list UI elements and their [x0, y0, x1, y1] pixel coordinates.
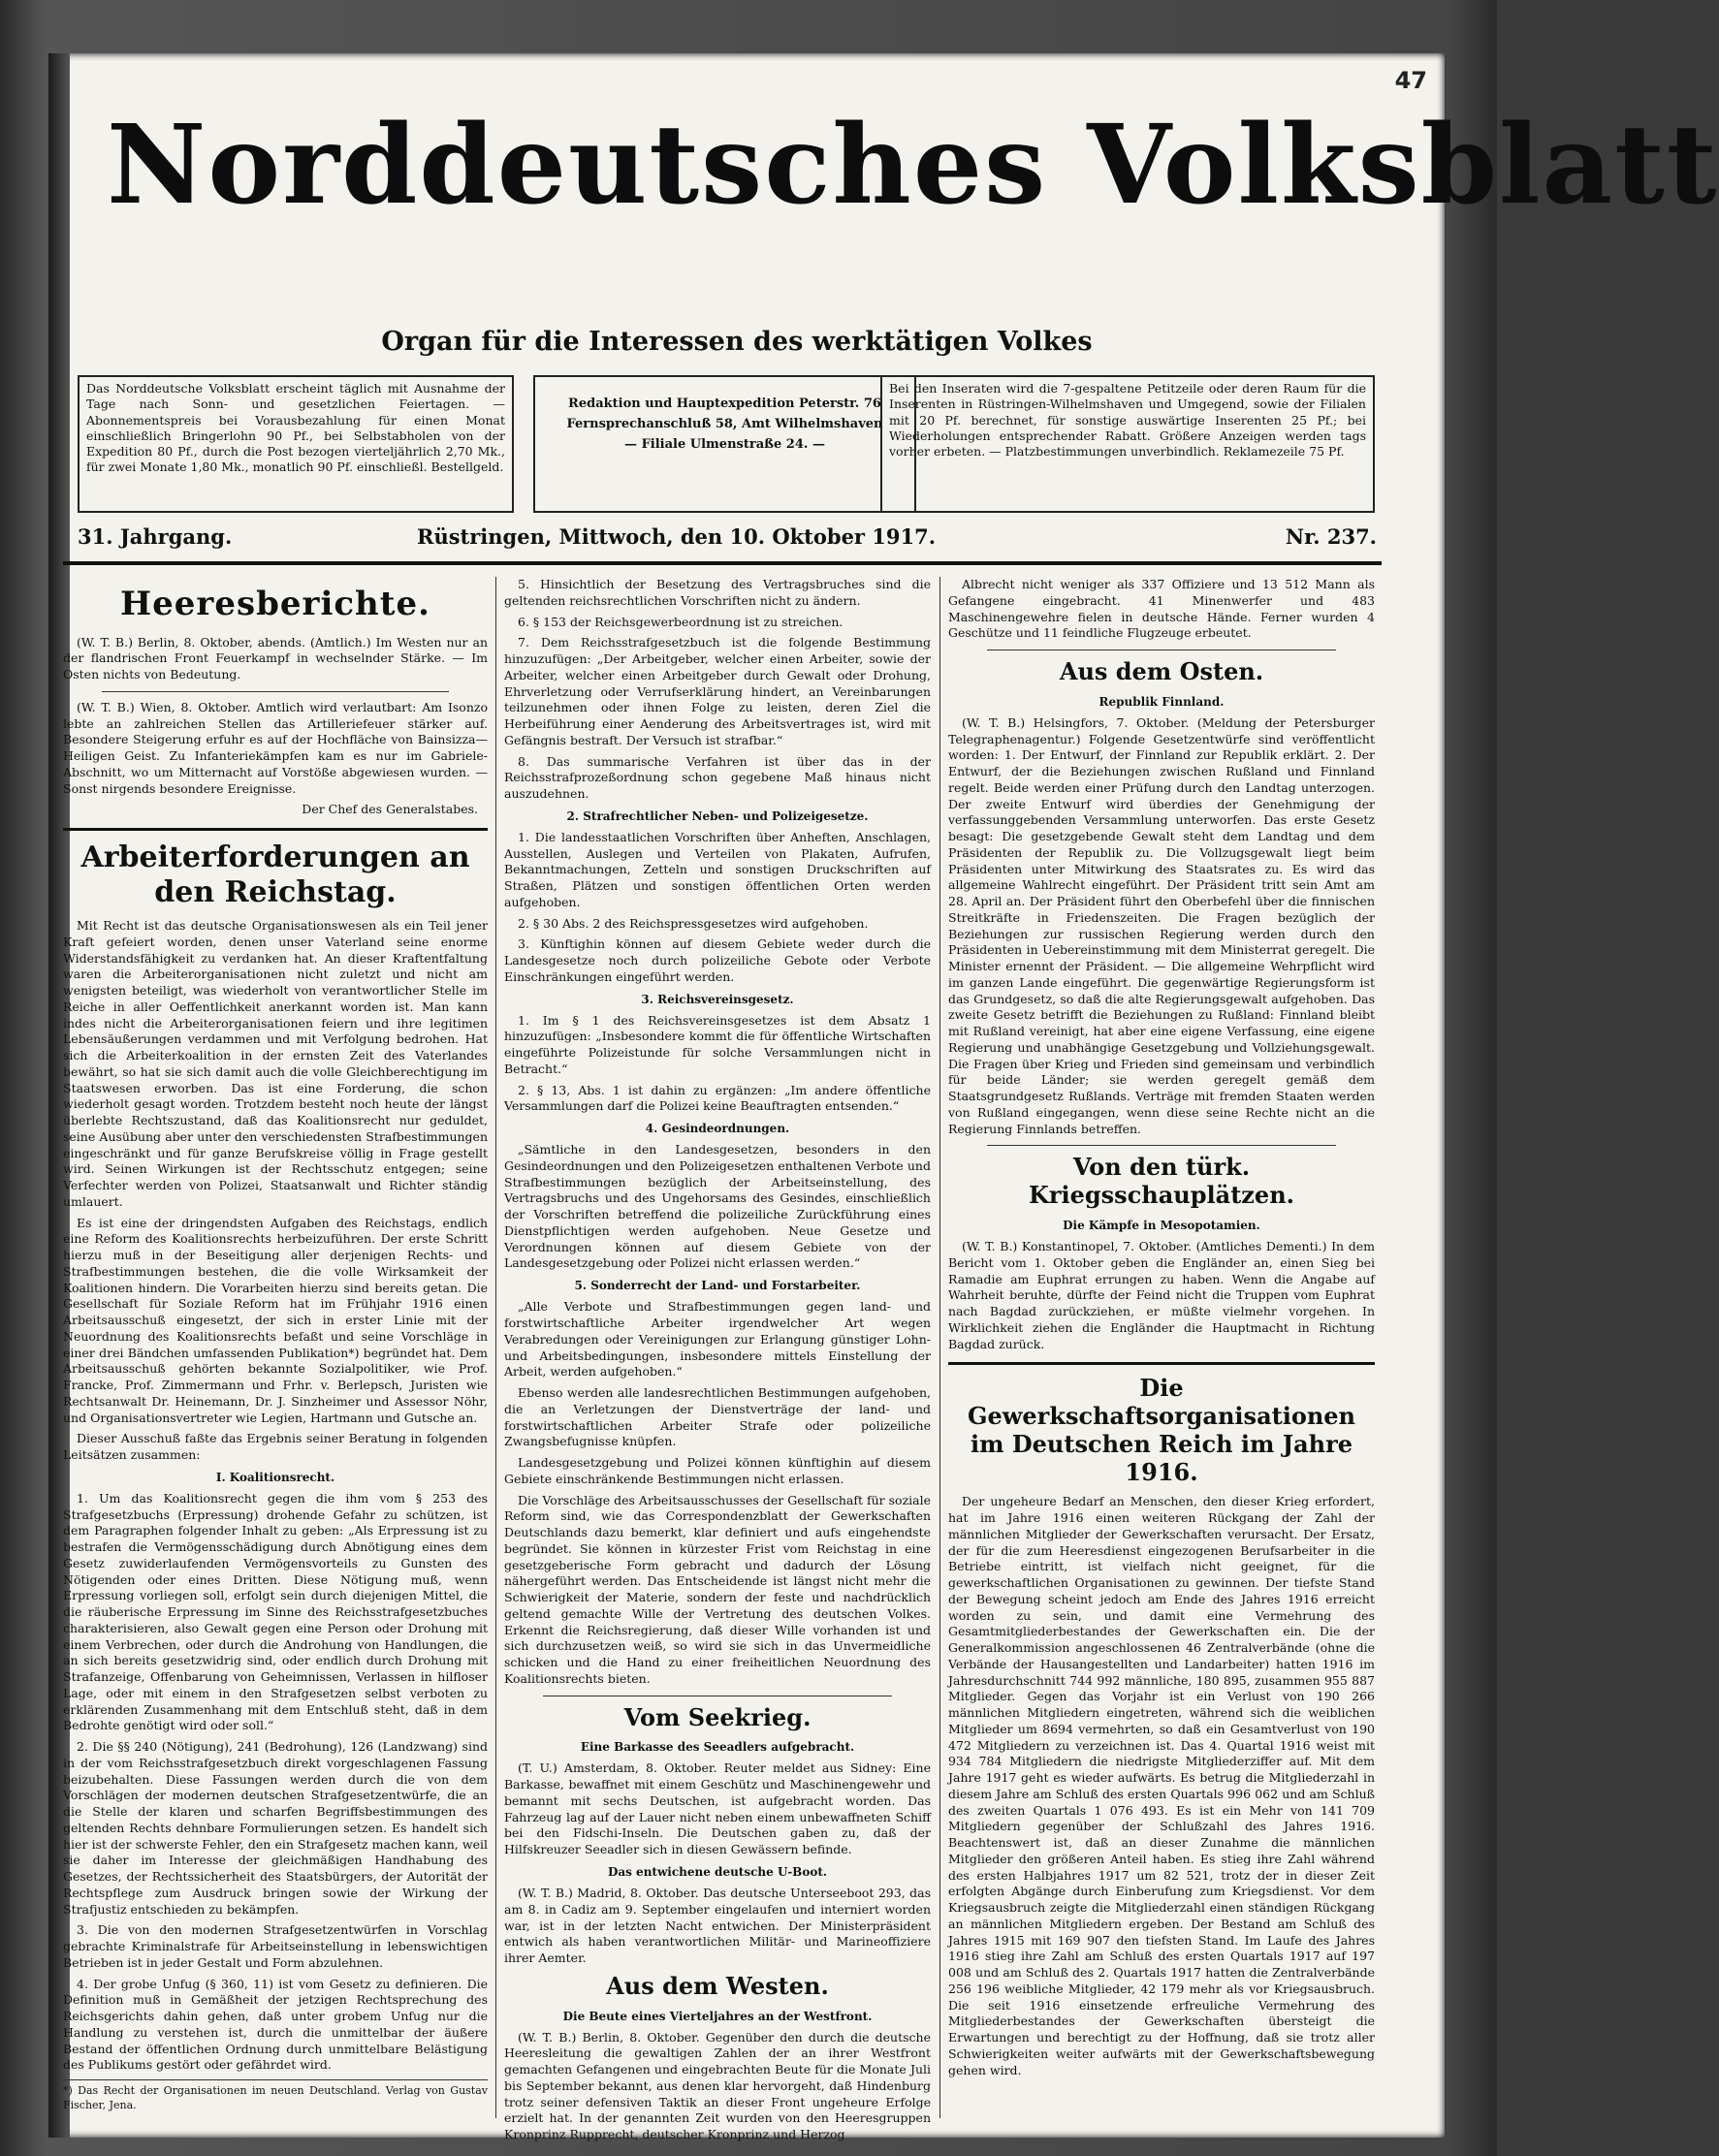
- paragraph: 2. Die §§ 240 (Nötigung), 241 (Bedrohung), 126 (Landzwang) sind in der vom Reichsstrafgesetzbuch direkt vorgeschlagenen Fassung beizubehalten. Diese Fassungen werden durch die von dem Vorschlägen der modernen deutschen Strafgesetzentwürfe, die an die Stelle der klaren und scharfen Begriffsbestimmungen des geltenden Rechts dehnbare Formulierungen setzen. Es handelt sich hier ist der schwerste Fehler, den ein Strafgesetz machen kann, weil sie daher im Interesse der gleichmäßigen Handhabung des Gesetzes, der Rechtssicherheit des Staatsbürgers, der Autorität der Rechtspflege zum Ausdruck bringen sowie der Wirkung der Strafjustiz entschieden zu bekämpfen.: [63, 1739, 488, 1917]
- heading-westen: Aus dem Westen.: [606, 1971, 829, 2000]
- paragraph: (W. T. B.) Berlin, 8. Oktober, abends. (Amtlich.) Im Westen nur an der flandrischen Front Feuerkampf in wechselnder Stärke. — Im Osten nichts von Bedeutung.: [63, 634, 488, 682]
- subheading: Die Kämpfe in Mesopotamien.: [1063, 1218, 1260, 1232]
- place-date: Rüstringen, Mittwoch, den 10. Oktober 1917.: [417, 524, 937, 549]
- paragraph: Mit Recht ist das deutsche Organisationswesen als ein Teil jener Kraft gefeiert worden, denen unser Vaterland seine enorme Widerstandsfähigkeit zu verdanken hat. An dieser Kraftentfaltung waren die Arbeiterorganisationen nicht zuletzt und nicht am wenigsten beteiligt, was wiederholt von verantwortlicher Stelle im Reiche in aller Oeffentlichkeit anerkannt worden ist. Man kann indes nicht die Arbeiterorganisationen feiern und ihre legitimen Lebensäußerungen verdammen und mit Verfolgung bedrohen. Hat sich die Arbeiterkoalition in der ernsten Zeit des Vaterlandes bewährt, so hat sie sich damit auch die volle Gleichberechtigung im Staatswesen erworben. Das ist eine Forderung, die schon wiederholt gesagt worden. Trotzdem besteht noch heute der längst überlebte Rechtszustand, daß das Koalitionsrecht nur geduldet, seine Ausübung aber unter den verschiedensten Strafbestimmungen eingeschränkt und für ganze Berufskreise völlig in Frage gestellt wird. Seinen Wirkungen ist der Rechtsschutz entgegen; seine Verfechter werden von Polizei, Staatsanwalt und Richter ständig umlauert.: [63, 918, 488, 1209]
- masthead-subtitle: Organ für die Interessen des werktätigen Volkes: [381, 327, 1093, 357]
- paragraph: 6. § 153 der Reichsgewerbeordnung ist zu streichen.: [518, 614, 844, 629]
- paragraph: Landesgesetzgebung und Polizei können künftighin auf diesem Gebiete einschränkende Bestimmungen nicht erlassen.: [504, 1455, 931, 1486]
- paragraph: (W. T. B.) Konstantinopel, 7. Oktober. (Amtliches Dementi.) In dem Bericht vom 1. Oktober geben die Engländer an, einen Sieg bei Ramadie am Euphrat errungen zu haben. Wenn die Angabe auf Wahrheit beruhte, dürfte der Feind nicht die Truppen vom Euphrat nach Bagdad zurückziehen, er müßte vielmehr vorgehen. In Wirklichkeit ziehen die Engländer die Hauptmacht in Richtung Bagdad zurück.: [948, 1239, 1375, 1351]
- column-separator: [939, 577, 940, 2118]
- footnote: *) Das Recht der Organisationen im neuen Deutschland. Verlag von Gustav Fischer, Jena.: [63, 2079, 488, 2112]
- paragraph: Dieser Ausschuß faßte das Ergebnis seiner Beratung in folgenden Leitsätzen zusammen:: [63, 1431, 488, 1463]
- issue-number: Nr. 237.: [1285, 524, 1377, 549]
- paragraph: Die Vorschläge des Arbeitsausschusses der Gesellschaft für soziale Reform sind, wie das Correspondenzblatt der Gewerkschaften Deutschlands dazu bemerkt, klar definiert und aufs eingehendste begründet. Sie können in kürzester Frist vom Reichstag in eine gesetzgeberische Form gebracht und dadurch der Lösung nähergeführt werden. Das Entscheidende ist längst nicht mehr die Schwierigkeit der Materie, sondern der feste und nachdrücklich geltend gemachte Wille der Vertretung des deutschen Volkes. Erkennt die Reichsregierung, daß dieser Wille vorhanden ist und sich durchzusetzen weiß, so wird sie sich in das Unvermeidliche schicken und die Hand zu einer freiheitlichen Neuordnung des Koalitionsrechts bieten.: [504, 1492, 931, 1686]
- paragraph: 2. § 13, Abs. 1 ist dahin zu ergänzen: „Im andere öffentliche Versammlungen darf die Polizei keine Beauftragten entsenden.“: [504, 1082, 931, 1114]
- advertising-info-box: Bei den Inseraten wird die 7-gespaltene Petitzeile oder deren Raum für die Inserenten in Rüstringen-Wilhelmshaven und Umgegend, sowie der Filialen mit 20 Pf. berechnet, für sonstige auswärtige Inserenten 25 Pf.; bei Wiederholungen entsprechender Rabatt. Größere Anzeigen werden tags vorher erbeten. — Platzbestimmungen unverbindlich. Reklamezeile 75 Pf.: [880, 375, 1375, 513]
- subheading: 2. Strafrechtlicher Neben- und Polizeigesetze.: [566, 808, 869, 823]
- heading-seekrieg: Vom Seekrieg.: [623, 1702, 812, 1731]
- subheading: 5. Sonderrecht der Land- und Forstarbeiter.: [574, 1279, 861, 1293]
- divider: [987, 1145, 1336, 1146]
- section-rule: [63, 828, 488, 831]
- column-1: [63, 577, 488, 2118]
- column-2: [504, 577, 931, 2142]
- paragraph: (W. T. B.) Helsingfors, 7. Oktober. (Meldung der Petersburger Telegraphenagentur.) Folgende Gesetzentwürfe sind veröffentlicht worden: 1. Der Entwurf, der Finnland zur Republik erklärt. 2. Der Entwurf, der die Beziehungen zwischen Rußland und Finnland regelt. Beide werden einer Prüfung durch den Landtag unterzogen. Der zweite Entwurf wird überdies der Genehmigung der verfassunggebenden Versammlung unterworfen. Das erste Gesetz besagt: Die gesetzgebende Gewalt steht dem Landtag und dem Präsidenten der Republik zu. Die Vollzugsgewalt liegt beim Präsidenten unter Mitwirkung des Staatsrates zu. Es wird das allgemeine Wahlrecht eingeführt. Der Präsident tritt sein Amt am 28. April an. Der Präsident führt den Oberbefehl über die finnischen Streitkräfte in Friedenszeiten. Die Fragen bezüglich der Beziehungen zur russischen Regierung werden durch den Präsidenten in Uebereinstimmung mit dem Ministerrat geregelt. Die Minister ernennt der Präsident. — Die allgemeine Wehrpflicht wird im ganzen Lande eingeführt. Die gegenwärtige Regierungsform ist das Grundgesetz, so daß die alte Regierungsgewalt aufgehoben. Das zweite Gesetz betrifft die Beziehungen zu Rußland: Finnland bleibt mit Rußland vereinigt, hat aber eine eigene Verfassung, eine eigene Regierung und unabhängige Gesetzgebung und Vollziehungsgewalt. Die Fragen über Krieg und Frieden sind gemeinsam und verbindlich für beide Länder; sie werden geregelt gemäß dem Staatsgrundgesetz Rußlands. Verträge mit fremden Staaten werden von Rußland eingegangen, wenn diese seine Rechte nicht an die Regierung Finnlands betreffen.: [948, 714, 1375, 1136]
- paragraph: „Alle Verbote und Strafbestimmungen gegen land- und forstwirtschaftliche Arbeiter irgendwelcher Art wegen Verabredungen oder Vereinigungen zur Erlangung günstiger Lohn- und Arbeitsbedingungen, insbesondere mittels Einstellung der Arbeit, werden aufgehoben.“: [504, 1299, 931, 1379]
- subheading: 3. Reichsvereinsgesetz.: [641, 992, 794, 1006]
- paragraph: (W. T. B.) Madrid, 8. Oktober. Das deutsche Unterseeboot 293, das am 8. in Cadiz am 9. September eingelaufen und interniert worden war, ist in der letzten Nacht entwichen. Der Ministerpräsident entwich als haben verantwortlichen Militär- und Marineoffiziere ihrer Aemter.: [504, 1886, 931, 1966]
- paragraph: Der ungeheure Bedarf an Menschen, den dieser Krieg erfordert, hat im Jahre 1916 einen weiteren Rückgang der Zahl der männlichen Mitglieder der Gewerkschaften verursacht. Der Ersatz, der für die zum Heeresdienst eingezogenen Berufsarbeiter in die Betriebe eintritt, ist vielfach nicht geeignet, für die gewerkschaftlichen Organisationen zu gewinnen. Der tiefste Stand der Bewegung scheint jedoch am Ende des Jahres 1916 erreicht worden zu sein, und damit eine Vermehrung des Gesamtmitgliederbestandes der Gewerkschaften ein. Die der Generalkommission angeschlossenen 46 Zentralverbände (ohne die Verbände der Hausangestellten und Landarbeiter) hatten 1916 im Jahresdurchschnitt 744 992 männliche, 180 895, zusammen 955 887 Mitglieder. Gegen das Vorjahr ist ein Verlust von 190 266 männlichen Mitgliedern eingetreten, während sich die weiblichen Mitglieder um 8694 vermehrten, so daß ein Gesamtverlust von 190 472 Mitgliedern zu verzeichnen ist. Das 4. Quartal 1916 weist mit 934 784 Mitgliedern die niedrigste Mitgliederziffer auf. Mit dem Jahre 1917 geht es wieder aufwärts. Es betrug die Mitgliederzahl in diesem Jahre am Schluß des ersten Quartals 996 062 und am Schluß des zweiten Quartals 1 076 493. Es ist ein Mehr von 141 709 Mitgliedern gegenüber der Schlußzahl des Jahres 1916. Beachtenswert ist, daß an dieser Zunahme die männlichen Mitglieder den größeren Anteil haben. Es stieg ihre Zahl während des ersten Halbjahres 1917 um 82 521, trotz der in dieser Zeit erfolgten Abgänge durch Einberufung zum Kriegsdienst. Vor dem Kriegsausbruch zeigte die Mitgliederzahl einen ständigen Rückgang an männlichen Mitgliedern ergeben. Der Bestand am Schluß des Jahres 1915 mit 169 907 den tiefsten Stand. Im Laufe des Jahres 1916 stieg ihre Zahl am Schluß des ersten Quartals 1917 auf 197 008 und am Schluß des 2. Quartals 1917 hatten die Zentralverbände 256 196 weibliche Mitglieder, 42 179 mehr als vor Kriegsausbruch. Die seit 1916 einsetzende erfreuliche Vermehrung des Mitgliederbestandes der Gewerkschaften übersteigt die Erwartungen und berechtigt zu der Hoffnung, daß sie trotz aller Schwierigkeiten weiter aufwärts mit der Gewerkschaftsbewegung gehen wird.: [948, 1494, 1375, 2077]
- paragraph: 5. Hinsichtlich der Besetzung des Vertragsbruches sind die geltenden reichsrechtlichen Vorschriften nicht zu ändern.: [504, 577, 931, 608]
- heading-osten: Aus dem Osten.: [1059, 657, 1264, 685]
- newspaper-page: [48, 53, 1719, 2142]
- column-3: [948, 577, 1375, 2118]
- paragraph: (T. U.) Amsterdam, 8. Oktober. Reuter meldet aus Sidney: Eine Barkasse, bewaffnet mit einem Geschütz und Maschinengewehr und bemannt mit sechs Deutschen, ist aufgebracht worden. Das Fahrzeug lag auf der Lauer nicht neben einem unbewaffneten Schiff bei den Fidschi-Inseln. Die Deutschen gaben zu, daß der Hilfskreuzer Seeadler sich in diesen Gewässern befinde.: [504, 1760, 931, 1857]
- subheading: Das entwichene deutsche U-Boot.: [607, 1864, 828, 1879]
- subscription-info-box: Das Norddeutsche Volksblatt erscheint täglich mit Ausnahme der Tage nach Sonn- und gesetzlichen Feiertagen. — Abonnementspreis bei Vorausbezahlung für einen Monat einschließlich Bringerlohn 90 Pf., bei Selbstabholen von der Expedition 80 Pf., durch die Post bezogen vierteljährlich 2,70 Mk., für zwei Monate 1,80 Mk., monatlich 90 Pf. einschließl. Bestellgeld.: [78, 375, 514, 513]
- masthead-title: Norddeutsches Volksblatt: [107, 102, 1719, 229]
- subheading: Eine Barkasse des Seeadlers aufgebracht.: [580, 1740, 855, 1755]
- signature: Der Chef des Generalstabes.: [302, 802, 478, 817]
- paragraph: „Sämtliche in den Landesgesetzen, besonders in den Gesindeordnungen und den Polizeigesetzen enthaltenen Verbote und Strafbestimmungen bezüglich der Arbeitseinstellung, des Vertragsbruchs und des Ungehorsams des Gesindes, einschließlich der Vorschriften betreffend die polizeiliche Zurückführung eines Dienstpflichtigen werden aufgehoben. Neue Gesetze und Verordnungen können auf diesem Gebiete von der Landesgesetzgebung oder Polizei nicht erlassen werden.“: [504, 1142, 931, 1271]
- subheading: 4. Gesindeordnungen.: [645, 1122, 790, 1136]
- paragraph: 7. Dem Reichsstrafgesetzbuch ist die folgende Bestimmung hinzuzufügen: „Der Arbeitgeber, welcher einen Arbeiter, sowie der Arbeiter, welcher einen Arbeitgeber durch Gewalt oder Drohung, Ehrverletzung oder Verrufserklärung hindert, an Vereinbarungen teilzunehmen oder ihnen Folge zu leisten, deren Ziel die Herbeiführung einer Aenderung des Arbeitsvertrages ist, wird mit Gefängnis bestraft. Der Versuch ist strafbar.“: [504, 635, 931, 747]
- paragraph: (W. T. B.) Berlin, 8. Oktober. Gegenüber den durch die deutsche Heeresleitung die gewaltigen Zahlen der an ihrer Westfront gemachten Gefangenen und eingebrachten Beute für die Monate Juli bis September bekannt, aus denen klar hervorgeht, daß Hindenburg trotz seiner defensiven Taktik an dieser Front ungeheure Erfolge erzielt hat. In der genannten Zeit wurden von den Heeresgruppen Kronprinz Rupprecht, deutscher Kronprinz und Herzog: [504, 2029, 931, 2142]
- paragraph: 3. Künftighin können auf diesem Gebiete weder durch die Landesgesetze noch durch polizeiliche Gebote oder Verbote Einschränkungen eingeführt werden.: [504, 936, 931, 984]
- heading-arbeiterforderungen: Arbeiterforderungen an den Reichstag.: [80, 840, 470, 910]
- paragraph: 2. § 30 Abs. 2 des Reichspressgesetzes wird aufgehoben.: [518, 915, 869, 931]
- paragraph: (W. T. B.) Wien, 8. Oktober. Amtlich wird verlautbart: Am Isonzo lebte an zahlreichen Stellen das Artilleriefeuer stärker auf. Besondere Steigerung erfuhr es auf der Hochfläche von Bainsizza—Heiligen Geist. Zu Infanteriekämpfen kam es nur im Gabriele-Abschnitt, wo um Mitternacht auf Vorstöße abgewiesen wurden. — Sonst nirgends besondere Ereignisse.: [63, 699, 488, 796]
- section-rule: [948, 1362, 1375, 1365]
- header-rule: [63, 561, 1382, 565]
- volume-label: 31. Jahrgang.: [78, 524, 233, 549]
- subheading: Die Beute eines Vierteljahres an der Westfront.: [562, 2009, 873, 2023]
- paragraph: Ebenso werden alle landesrechtlichen Bestimmungen aufgehoben, die an Verletzungen der Dienstverträge der land- und forstwirtschaftlichen Arbeiter Strafe oder polizeiliche Zwangsbefugnisse knüpfen.: [504, 1385, 931, 1449]
- column-separator: [495, 577, 496, 2118]
- heading-tuerk: Von den türk. Kriegsschauplätzen.: [1029, 1153, 1294, 1210]
- paragraph: Albrecht nicht weniger als 337 Offiziere und 13 512 Mann als Gefangene eingebracht. 41 Minenwerfer und 483 Maschinengewehre fielen in deutsche Hände. Ferner wurden 4 Geschütze und 11 feindliche Flugzeuge erbeutet.: [948, 577, 1375, 641]
- subheading-koalitionsrecht: I. Koalitionsrecht.: [215, 1470, 335, 1484]
- paragraph: 3. Die von den modernen Strafgesetzentwürfen in Vorschlag gebrachte Kriminalstrafe für Arbeitseinstellung in lebenswichtigen Betrieben ist in jeder Gestalt und Form abzulehnen.: [63, 1922, 488, 1970]
- paragraph: 1. Um das Koalitionsrecht gegen die ihm vom § 253 des Strafgesetzbuchs (Erpressung) drohende Gefahr zu schützen, ist dem Paragraphen folgender Inhalt zu geben: „Als Erpressung ist zu bestrafen die Vermögensschädigung durch Abnötigung eines dem Gesetz zuwiderlaufenden Vermögensvorteils zu Gunsten des Nötigenden oder eines Dritten. Diese Nötigung muß, wenn Erpressung vorliegen soll, erfolgt sein durch diejenigen Mittel, die die räuberische Erpressung im Sinne des Reichsstrafgesetzbuches charakterisieren, also Gewalt gegen eine Person oder Drohung mit einem Verbrechen, oder durch die Androhung von Handlungen, die an sich bereits gesetzwidrig sind, oder endlich durch Drohung mit Strafanzeige, Offenbarung von Geheimnissen, Verlassen in hilfloser Lage, oder mit einem in den Strafgesetzen selbst verboten zu erklärenden Zusammenhang mit dem Entschluß steht, daß in dem Bedrohte genötigt wird oder soll.“: [63, 1490, 488, 1733]
- paragraph: Es ist eine der dringendsten Aufgaben des Reichstags, endlich eine Reform des Koalitionsrechts herbeizuführen. Der erste Schritt hierzu muß in der Beseitigung aller derjenigen Rechts- und Strafbestimmungen bestehen, die die volle Wirksamkeit der Koalitionen hindern. Die Vorarbeiten hierzu sind bereits getan. Die Gesellschaft für Soziale Reform hat im Frühjahr 1916 einen Arbeitsausschuß eingesetzt, der sich in erster Linie mit der Neuordnung des Koalitionsrechts befaßt und seine Vorschläge in einer drei Bändchen umfassenden Publikation*) begründet hat. Dem Arbeitsausschuß gehörten bekannte Sozialpolitiker, wie Prof. Francke, Prof. Zimmermann und Frhr. v. Berlepsch, Juristen wie Rechtsanwalt Dr. Heinemann, Dr. J. Sinzheimer und Assessor Nöhr, und Organisationsvertreter wie Legien, Hartmann und Gutsche an.: [63, 1215, 488, 1425]
- paragraph: 8. Das summarische Verfahren ist über das in der Reichsstrafprozeßordnung schon gegebene Maß hinaus nicht auszudehnen.: [504, 753, 931, 801]
- paragraph: 1. Die landesstaatlichen Vorschriften über Anheften, Anschlagen, Ausstellen, Auslegen und Verteilen von Plakaten, Aufrufen, Bekanntmachungen, Zetteln und sonstigen Druckschriften auf Straßen, Plätzen und sonstigen öffentlichen Orten werden aufgehoben.: [504, 829, 931, 909]
- page-number: 47: [1394, 67, 1427, 94]
- divider: [102, 691, 449, 692]
- heading-gewerkschaften: Die Gewerkschaftsorganisationen im Deutschen Reich im Jahre 1916.: [967, 1374, 1355, 1486]
- editorial-address-box: Redaktion und Hauptexpedition Peterstr. 76 Fernsprechanschluß 58, Amt Wilhelmshaven — Filiale Ulmenstraße 24. —: [533, 375, 916, 513]
- dateline: [78, 524, 1377, 555]
- paragraph: 1. Im § 1 des Reichsvereinsgesetzes ist dem Absatz 1 hinzuzufügen: „Insbesondere kommt die für öffentliche Wirtschaften eingeführte Polizeistunde für solche Versammlungen nicht in Betracht.“: [504, 1012, 931, 1076]
- subheading: Republik Finnland.: [1098, 694, 1225, 709]
- heading-heeresberichte: Heeresberichte.: [120, 585, 430, 623]
- paragraph: 4. Der grobe Unfug (§ 360, 11) ist vom Gesetz zu definieren. Die Definition muß in Gemäßheit der jetzigen Rechtsprechung des Reichsgerichts dahin gehen, daß unter grobem Unfug nur die Handlung zu verstehen ist, durch die unmittelbar der äußere Bestand der öffentlichen Ordnung durch unmittelbare Belästigung des Publikums gestört oder gefährdet wird.: [63, 1976, 488, 2073]
